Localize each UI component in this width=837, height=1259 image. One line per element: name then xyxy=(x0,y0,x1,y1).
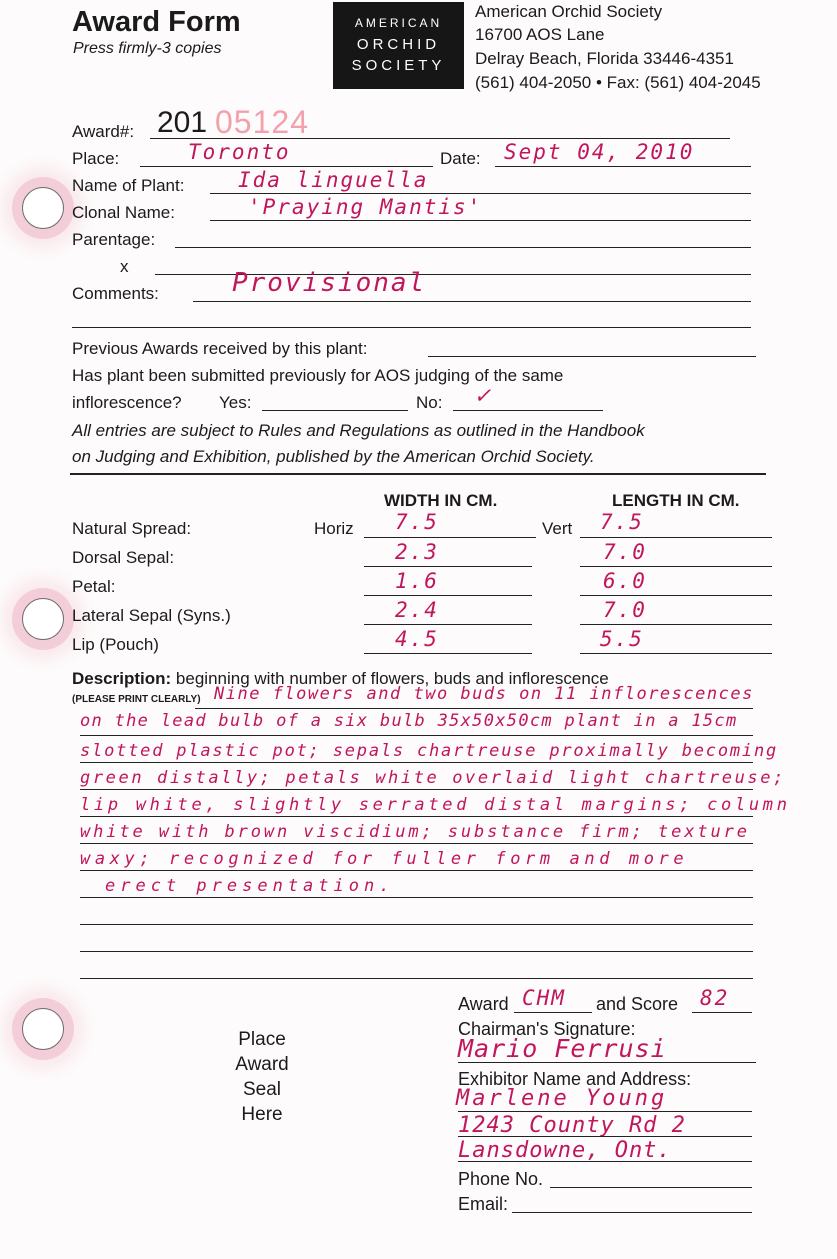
exhibitor-rule xyxy=(458,1161,752,1162)
description-rule xyxy=(195,708,753,709)
measurement-length: 7.5 xyxy=(600,510,644,534)
description-rule xyxy=(80,735,753,736)
logo-line-3: SOCIETY xyxy=(351,57,446,74)
measurement-width: 1.6 xyxy=(395,569,439,593)
exhibitor-label: Exhibitor Name and Address: xyxy=(458,1069,692,1089)
description-rule xyxy=(80,762,753,763)
plant-name-label: Name of Plant: xyxy=(72,176,185,195)
description-line: lip white, slightly serrated distal margins; column xyxy=(80,795,791,815)
measurement-width: 4.5 xyxy=(395,627,439,651)
width-line xyxy=(364,595,532,596)
form-title: Award Form xyxy=(72,6,241,38)
measurement-width: 2.4 xyxy=(395,598,439,622)
chairman-signature-line xyxy=(458,1062,756,1063)
clonal-name-line xyxy=(210,220,751,221)
horiz-label: Horiz xyxy=(314,519,354,538)
phone-line xyxy=(550,1187,752,1188)
measurement-label: Natural Spread: xyxy=(72,519,192,538)
description-line: on the lead bulb of a six bulb 35x50x50cm plant in a 15cm xyxy=(80,711,738,731)
seal-line: Award xyxy=(235,1054,289,1075)
score-value: 82 xyxy=(700,986,730,1010)
description-rule xyxy=(80,816,753,817)
award-label: Award xyxy=(458,994,509,1014)
chairman-signature-label: Chairman's Signature: xyxy=(458,1019,636,1039)
comments-line-2 xyxy=(72,327,751,328)
parentage-line xyxy=(175,247,751,248)
measurement-label: Petal: xyxy=(72,577,116,596)
description-rule xyxy=(80,789,753,790)
measurement-label: Dorsal Sepal: xyxy=(72,548,175,567)
no-label: No: xyxy=(416,393,443,412)
length-line xyxy=(580,537,772,538)
date-label: Date: xyxy=(440,149,481,168)
award-value: CHM xyxy=(522,986,566,1010)
date-line xyxy=(495,166,751,167)
award-line xyxy=(514,1012,592,1013)
width-line xyxy=(364,537,536,538)
description-line: Nine flowers and two buds on 11 inflorescences xyxy=(214,684,754,704)
seal-line: Here xyxy=(241,1104,283,1125)
rules-line-2: on Judging and Exhibition, published by the American Orchid Society. xyxy=(72,447,595,466)
previous-awards-label: Previous Awards received by this plant: xyxy=(72,339,368,358)
description-line: slotted plastic pot; sepals chartreuse proximally becoming xyxy=(80,741,779,761)
comments-label: Comments: xyxy=(72,284,159,303)
place-line xyxy=(140,166,433,167)
previous-awards-line xyxy=(428,356,756,357)
measurement-label: Lip (Pouch) xyxy=(72,635,159,654)
seal-line: Place xyxy=(238,1029,286,1050)
description-rule xyxy=(80,843,753,844)
score-line xyxy=(692,1012,752,1013)
measurement-label: Lateral Sepal (Syns.) xyxy=(72,606,231,625)
description-line: erect presentation. xyxy=(105,876,395,896)
parentage-cross-label: x xyxy=(120,257,129,276)
score-label: and Score xyxy=(596,994,679,1014)
length-line xyxy=(580,624,772,625)
length-line xyxy=(580,566,772,567)
description-line: white with brown viscidium; substance firm; texture xyxy=(80,822,750,842)
no-checkmark: ✓ xyxy=(475,381,492,409)
phone-label: Phone No. xyxy=(458,1169,544,1189)
clonal-name-label: Clonal Name: xyxy=(72,203,175,222)
place-label: Place: xyxy=(72,149,120,168)
seal-line: Seal xyxy=(242,1079,282,1100)
width-line xyxy=(364,624,532,625)
binder-hole-top xyxy=(22,187,64,229)
width-line xyxy=(364,653,532,654)
clonal-name-value: 'Praying Mantis' xyxy=(248,195,483,219)
section-divider xyxy=(70,473,766,475)
submitted-question-line2: inflorescence? xyxy=(72,393,182,412)
aos-logo xyxy=(333,2,464,89)
description-rule xyxy=(80,978,753,979)
yes-line xyxy=(262,410,408,411)
exhibitor-rule xyxy=(458,1136,752,1137)
vert-label: Vert xyxy=(542,519,573,538)
measurement-width: 7.5 xyxy=(395,510,439,534)
rules-line-1: All entries are subject to Rules and Regulations as outlined in the Handbook xyxy=(72,421,645,440)
length-header: LENGTH IN CM. xyxy=(612,491,740,510)
description-rule xyxy=(80,897,753,898)
submitted-question-line1: Has plant been submitted previously for AOS judging of the same xyxy=(72,366,564,385)
length-line xyxy=(580,653,772,654)
measurement-length: 5.5 xyxy=(600,627,644,651)
address-city: Delray Beach, Florida 33446-4351 xyxy=(475,49,734,68)
date-value: Sept 04, 2010 xyxy=(504,140,695,164)
comments-value: Provisional xyxy=(232,268,427,298)
description-rule xyxy=(80,924,753,925)
yes-label: Yes: xyxy=(219,393,252,412)
measurement-length: 7.0 xyxy=(603,540,647,564)
parentage-label: Parentage: xyxy=(72,230,156,249)
length-line xyxy=(580,595,772,596)
place-value: Toronto xyxy=(188,140,291,164)
email-label: Email: xyxy=(458,1194,509,1214)
plant-name-line xyxy=(210,193,751,194)
logo-line-2: ORCHID xyxy=(356,36,441,53)
description-line: green distally; petals white overlaid light chartreuse; xyxy=(80,768,786,788)
width-header: WIDTH IN CM. xyxy=(384,491,498,510)
award-number-line xyxy=(150,138,730,139)
award-number-label: Award#: xyxy=(72,122,135,141)
plant-name-value: Ida linguella xyxy=(238,168,429,192)
chairman-signature-value: Mario Ferrusi xyxy=(458,1034,667,1063)
measurement-length: 6.0 xyxy=(603,569,647,593)
measurement-length: 7.0 xyxy=(603,598,647,622)
exhibitor-line: 1243 County Rd 2 xyxy=(458,1113,686,1138)
comments-line xyxy=(193,301,751,302)
description-rule xyxy=(80,870,753,871)
description-instruction: beginning with number of flowers, buds and inflorescence xyxy=(175,669,609,688)
address-phone: (561) 404-2050 • Fax: (561) 404-2045 xyxy=(475,73,761,92)
measurement-width: 2.3 xyxy=(395,540,439,564)
form-subtitle: Press firmly-3 copies xyxy=(73,40,222,57)
exhibitor-line: Lansdowne, Ont. xyxy=(458,1138,672,1163)
award-number-prefix: 201 xyxy=(157,106,208,139)
award-number-value: 05124 xyxy=(215,104,309,140)
description-label: Description: xyxy=(72,669,172,688)
no-line xyxy=(453,410,603,411)
email-line xyxy=(512,1212,752,1213)
binder-hole-middle xyxy=(22,598,64,640)
description-rule xyxy=(80,951,753,952)
logo-line-1: AMERICAN xyxy=(354,16,443,30)
address-street: 16700 AOS Lane xyxy=(475,25,605,44)
address-org: American Orchid Society xyxy=(475,2,663,21)
exhibitor-rule xyxy=(458,1111,752,1112)
exhibitor-line: Marlene Young xyxy=(456,1086,668,1111)
binder-hole-bottom xyxy=(22,1008,64,1050)
print-clearly-note: (PLEASE PRINT CLEARLY) xyxy=(72,694,201,705)
width-line xyxy=(364,566,532,567)
description-line: waxy; recognized for fuller form and more xyxy=(80,849,689,869)
